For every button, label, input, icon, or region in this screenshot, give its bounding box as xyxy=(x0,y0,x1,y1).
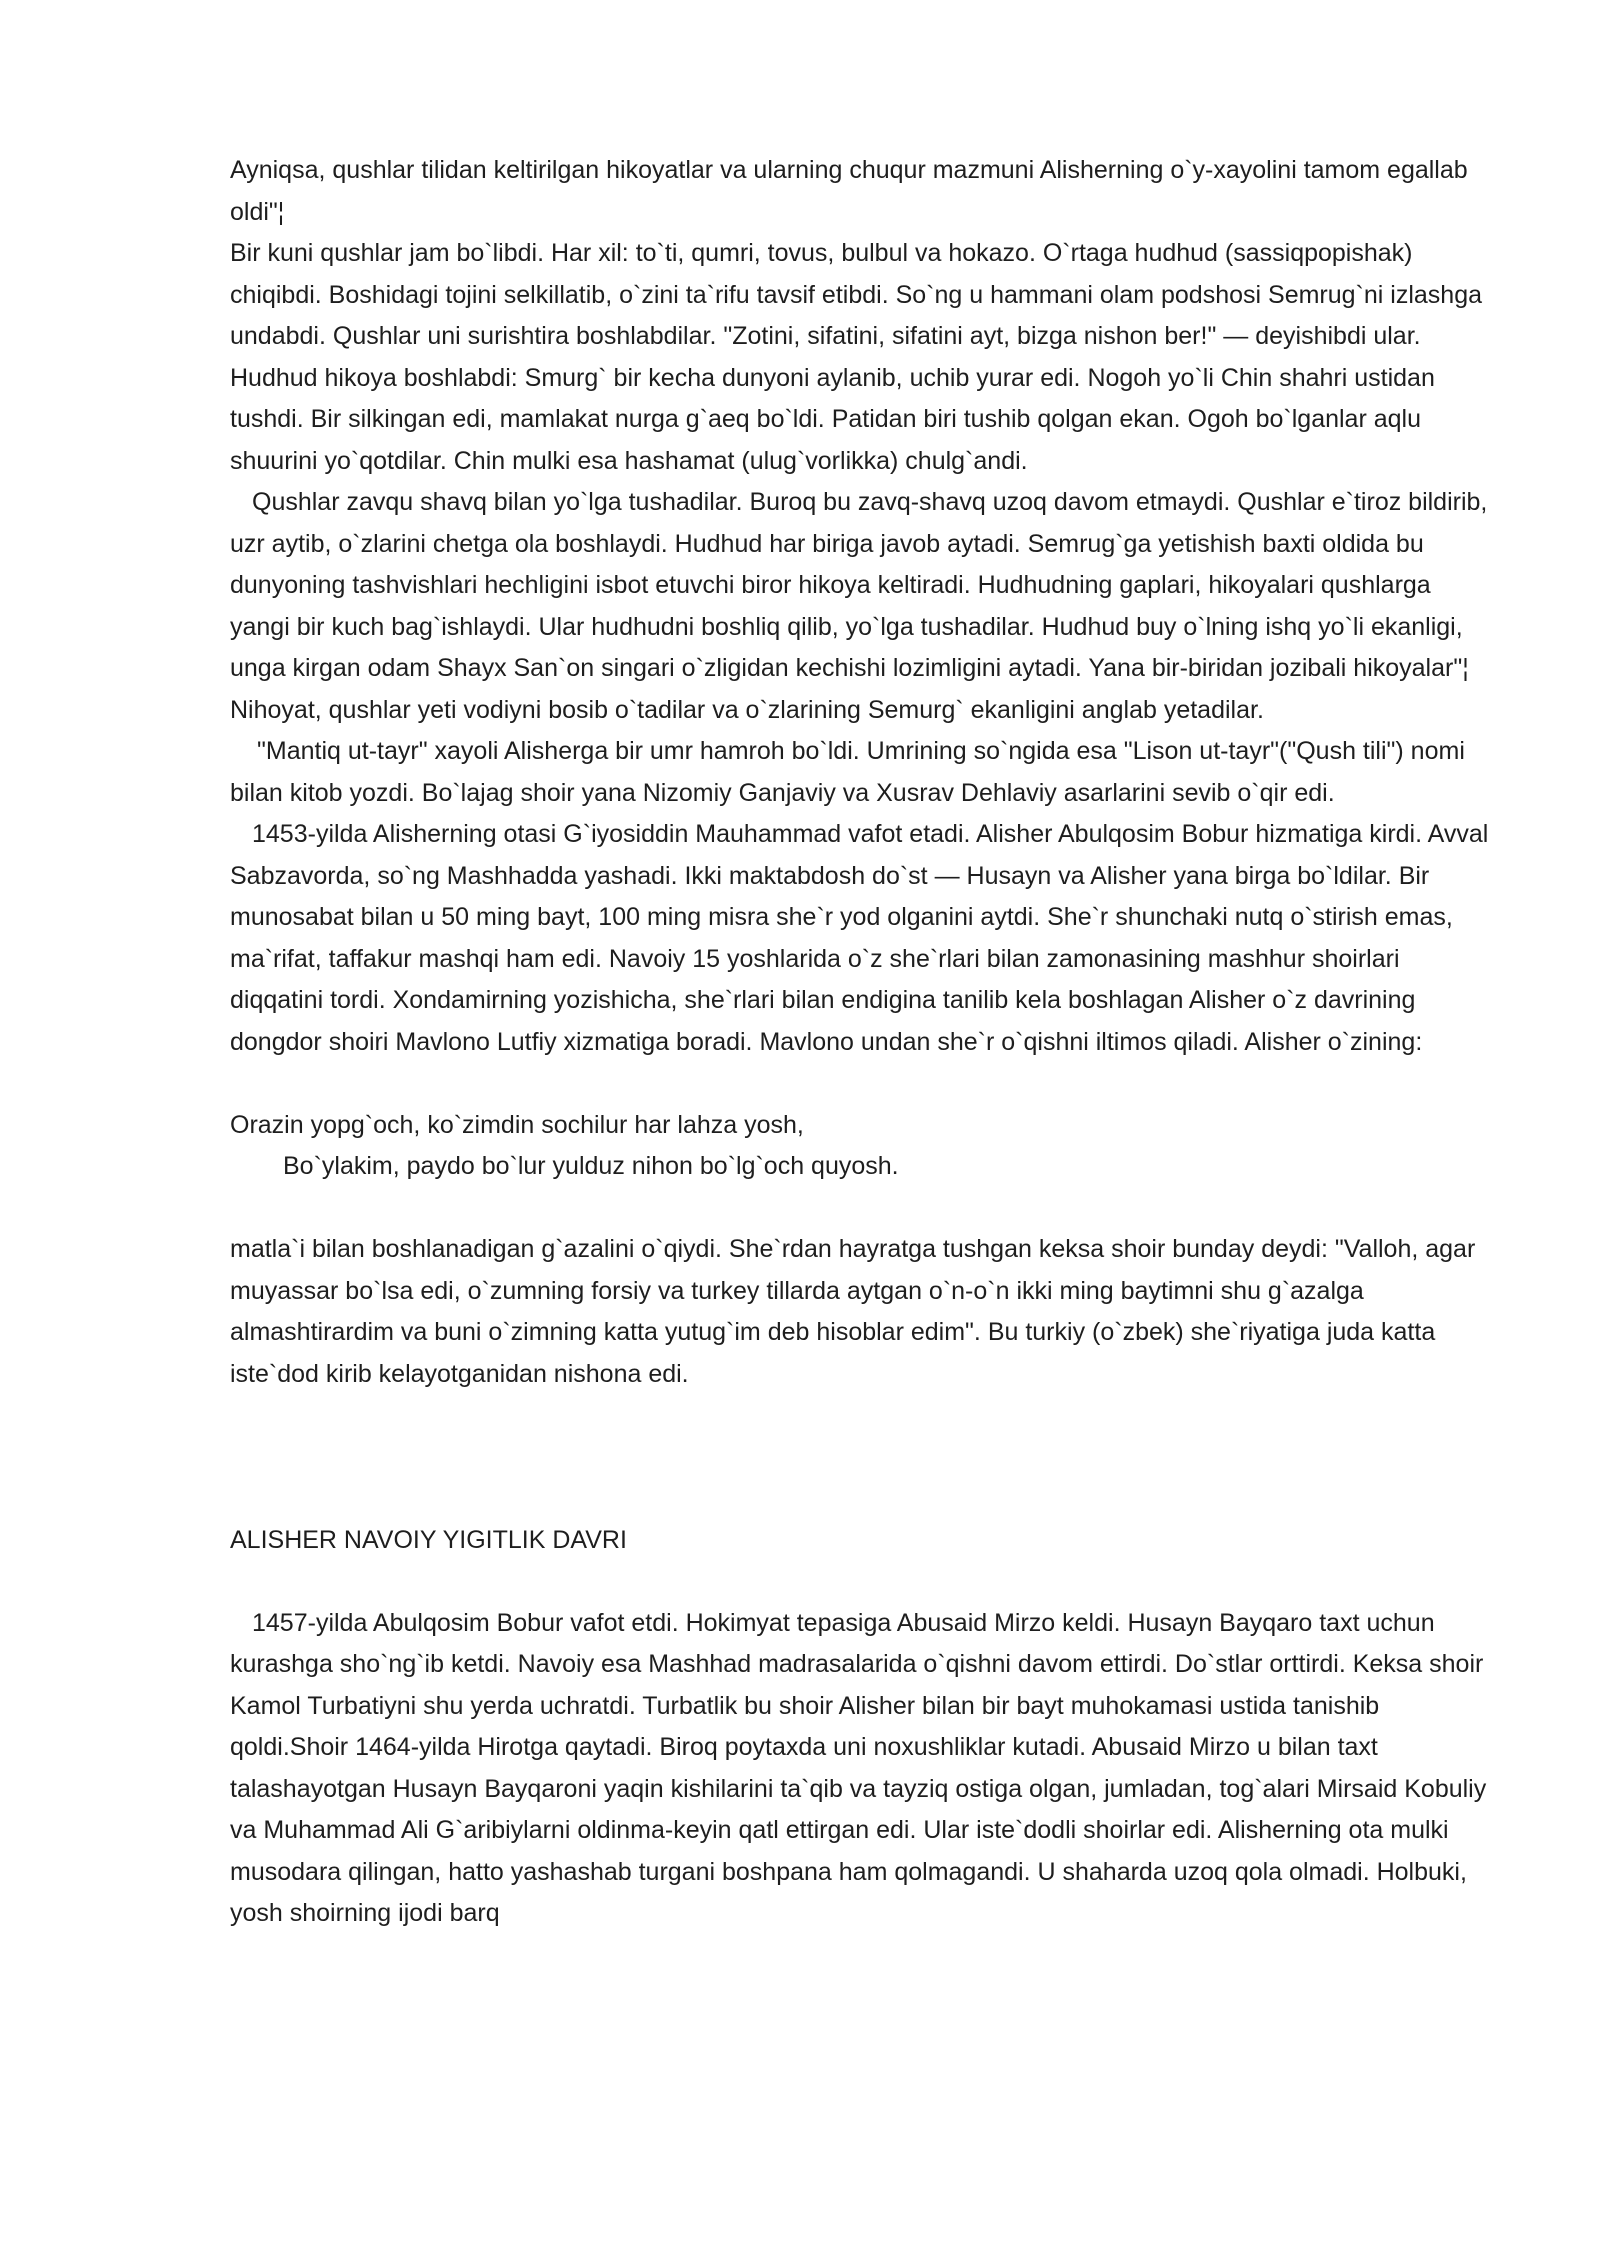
verse-line: Orazin yopg`och, ko`zimdin sochilur har lahza yosh, xyxy=(230,1110,804,1139)
paragraph: Qushlar zavqu shavq bilan yo`lga tushadilar. Buroq bu zavq-shavq uzoq davom etmaydi. Qushlar e`tiroz bildirib, uzr aytib, o`zlarini chetga ola boshlaydi. Hudhud har biriga javob aytadi. Semrug`ga yetishish baxti oldida bu dunyoning tashvishlari hechligini isbot etuvchi biror hikoya keltiradi. Hudhudning gaplari, hikoyalari qushlarga yangi bir kuch bag`ishlaydi. Ular hudhudni boshliq qilib, yo`lga tushadilar. Hudhud buy o`lning ishq yo`li ekanligi, unga kirgan odam Shayx San`on singari o`zligidan kechishi lozimligini aytadi. Yana bir-biridan jozibali hikoyalar"¦ Nihoyat, qushlar yeti vodiyni bosib o`tadilar va o`zlarining Semurg` ekanligini anglab yetadilar. xyxy=(230,488,1495,724)
spacer xyxy=(230,1395,1490,1478)
verse-block xyxy=(230,1105,1490,1188)
verse-line: Bo`ylakim, paydo bo`lur yulduz nihon bo`lg`och quyosh. xyxy=(283,1152,899,1180)
document-page xyxy=(230,150,1496,1935)
paragraph: Ayniqsa, qushlar tilidan keltirilgan hikoyatlar va ularning chuqur mazmuni Alisherning o`y-xayolini tamom egallab oldi"¦ xyxy=(230,156,1475,226)
spacer xyxy=(230,1561,1490,1603)
section-heading: ALISHER NAVOIY YIGITLIK DAVRI xyxy=(230,1525,627,1554)
paragraph: Bir kuni qushlar jam bo`libdi. Har xil: to`ti, qumri, tovus, bulbul va hokazo. O`rtaga hudhud (sassiqpopishak) chiqibdi. Boshidagi tojini selkillatib, o`zini ta`rifu tavsif etibdi. So`ng u hammani olam podshosi Semrug`ni izlashga undabdi. Qushlar uni surishtira boshlabdilar. "Zotini, sifatini, sifatini ayt, bizga nishon ber!" — deyishibdi ular. Hudhud hikoya boshlabdi: Smurg` bir kecha dunyoni aylanib, uchib yurar edi. Nogoh yo`li Chin shahri ustidan tushdi. Bir silkingan edi, mamlakat nurga g`aeq bo`ldi. Patidan biri tushib qolgan ekan. Ogoh bo`lganlar aqlu shuurini yo`qotdilar. Chin mulki esa hashamat (ulug`vorlikka) chulg`andi. xyxy=(230,239,1489,475)
spacer xyxy=(230,1188,1490,1230)
paragraph: 1453-yilda Alisherning otasi G`iyosiddin Mauhammad vafot etadi. Alisher Abulqosim Bobur hizmatiga kirdi. Avval Sabzavorda, so`ng Mashhadda yashadi. Ikki maktabdosh do`st — Husayn va Alisher yana birga bo`ldilar. Bir munosabat bilan u 50 ming bayt, 100 ming misra she`r yod olganini aytdi. She`r shunchaki nutq o`stirish emas, ma`rifat, taffakur mashqi ham edi. Navoiy 15 yoshlarida o`z she`rlari bilan zamonasining mashhur shoirlari diqqatini tordi. Xondamirning yozishicha, she`rlari bilan endigina tanilib kela boshlagan Alisher o`z davrining dongdor shoiri Mavlono Lutfiy xizmatiga boradi. Mavlono undan she`r o`qishni iltimos qiladi. Alisher o`zining: xyxy=(230,820,1496,1056)
spacer xyxy=(230,1478,1490,1520)
paragraph: matla`i bilan boshlanadigan g`azalini o`qiydi. She`rdan hayratga tushgan keksa shoir bunday deydi: "Valloh, agar muyassar bo`lsa edi, o`zumning forsiy va turkey tillarda aytgan o`n-o`n ikki ming baytimni shu g`azalga almashtirardim va buni o`zimning katta yutug`im deb hisoblar edim". Bu turkiy (o`zbek) she`riyatiga juda katta iste`dod kirib kelayotganidan nishona edi. xyxy=(230,1235,1483,1388)
spacer xyxy=(230,1063,1490,1105)
paragraph: "Mantiq ut-tayr" xayoli Alisherga bir umr hamroh bo`ldi. Umrining so`ngida esa "Lison ut-tayr"("Qush tili") nomi bilan kitob yozdi. Bo`lajag shoir yana Nizomiy Ganjaviy va Xusrav Dehlaviy asarlarini sevib o`qir edi. xyxy=(230,737,1472,807)
paragraph: 1457-yilda Abulqosim Bobur vafot etdi. Hokimyat tepasiga Abusaid Mirzo keldi. Husayn Bayqaro taxt uchun kurashga sho`ng`ib ketdi. Navoiy esa Mashhad madrasalarida o`qishni davom ettirdi. Do`stlar orttirdi. Keksa shoir Kamol Turbatiyni shu yerda uchratdi. Turbatlik bu shoir Alisher bilan bir bayt muhokamasi ustida tanishib qoldi.Shoir 1464-yilda Hirotga qaytadi. Biroq poytaxda uni noxushliklar kutadi. Abusaid Mirzo u bilan taxt talashayotgan Husayn Bayqaroni yaqin kishilarini ta`qib va tayziq ostiga olgan, jumladan, tog`alari Mirsaid Kobuliy va Muhammad Ali G`aribiylarni oldinma-keyin qatl ettirgan edi. Ular iste`dodli shoirlar edi. Alisherning ota mulki musodara qilingan, hatto yashashab turgani boshpana ham qolmagandi. U shaharda uzoq qola olmadi. Holbuki, yosh shoirning ijodi barq xyxy=(230,1608,1494,1927)
